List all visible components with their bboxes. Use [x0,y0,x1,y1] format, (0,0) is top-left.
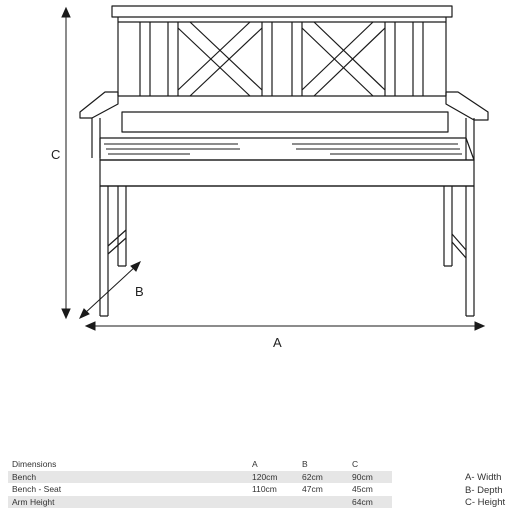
table-cell: 120cm [248,471,298,484]
table-cell: 45cm [352,484,373,494]
backrest-cross-right [302,22,385,96]
table-row [8,496,392,509]
dimension-c-line [62,8,70,318]
leg-front-left [100,186,108,316]
stretcher-right [452,234,466,258]
arm-right [446,92,488,120]
backrest-lower-panel [122,112,448,132]
arm-left [80,92,118,118]
table-header-cell: Dimensions [12,459,57,469]
table-cell: 110cm [252,484,277,494]
bench-outline [80,6,488,316]
table-cell [298,496,348,509]
dimensions-table [8,458,392,508]
table-cell [248,496,298,509]
table-cell: Arm Height [8,496,248,509]
dimension-b-label: B [135,284,144,299]
backrest-slats [140,22,423,96]
legend-item-depth: B- Depth [465,484,503,496]
leg-back-right [444,186,452,266]
table-cell: 62cm [298,471,348,484]
leg-front-right [466,186,474,316]
table-header-cell: B [302,459,308,469]
table-header-cell: C [352,459,359,469]
table-cell: 47cm [302,484,323,494]
backrest-top-rail [112,6,452,17]
arm-support-right [466,118,474,160]
table-row [8,471,392,484]
table-cell: Bench - Seat [12,484,62,494]
table-header-cell: A [252,459,258,469]
table-cell: 64cm [348,496,392,509]
table-header-row [8,458,392,471]
arm-support-left [92,118,100,158]
dimension-a-line [86,322,484,330]
table-row [8,483,392,496]
dimension-legend [465,472,505,510]
backrest-cross-left [178,22,262,96]
seat-slats [104,144,462,154]
dimension-a-label: A [273,335,282,350]
seat-apron [100,160,474,186]
table-cell: Bench [8,471,248,484]
leg-back-left [118,186,126,266]
dimension-c-label: C [51,147,61,162]
dimension-b-line [80,262,140,318]
legend-item-height: C- Height [465,497,506,508]
stretcher-left [108,230,126,254]
table-cell: 90cm [348,471,392,484]
legend-item-width: A- Width [465,472,502,483]
